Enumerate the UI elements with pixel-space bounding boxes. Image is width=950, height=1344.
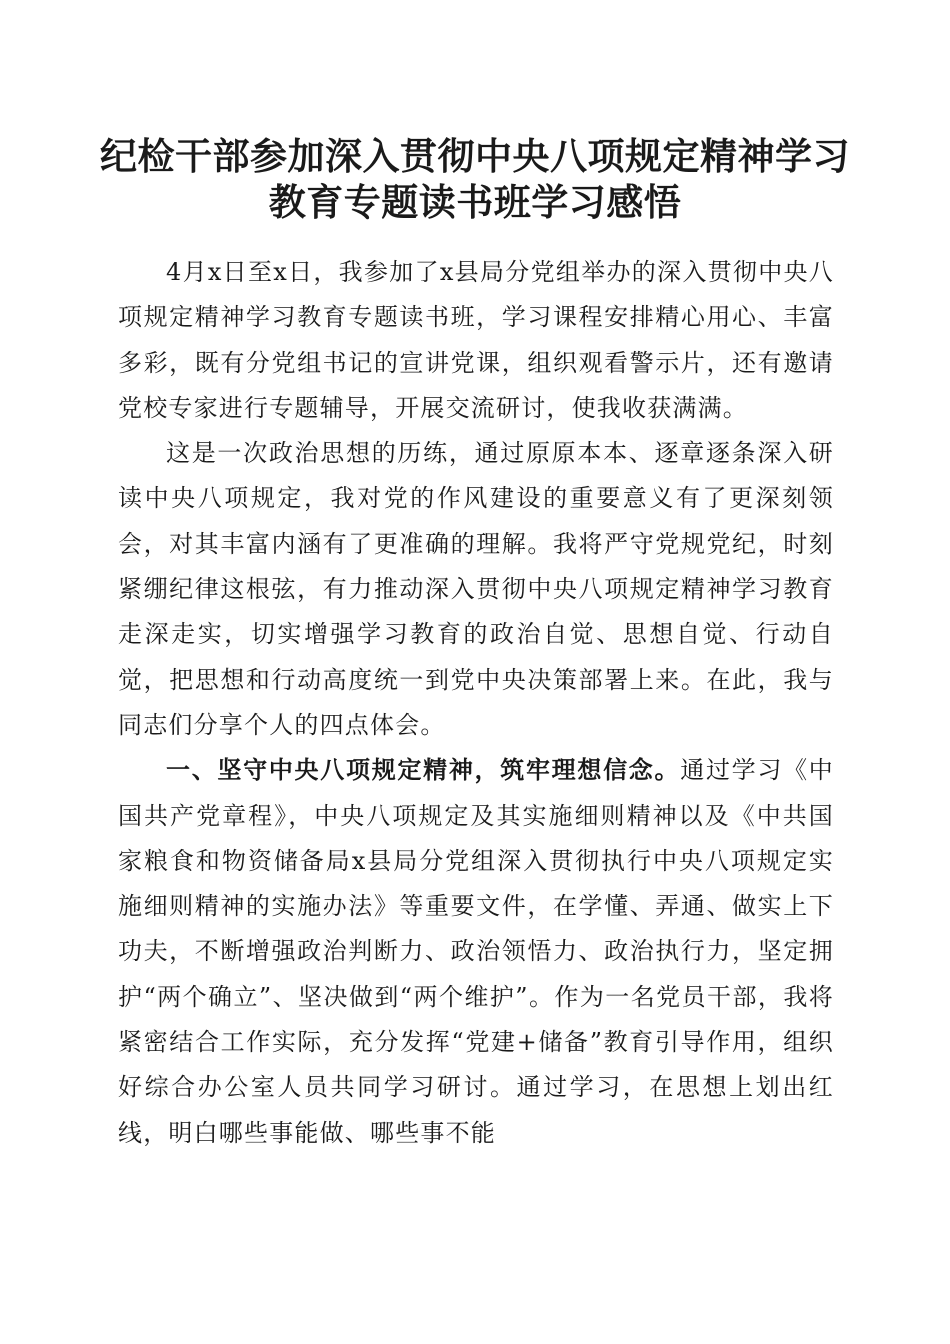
document-title-line-1: 纪检干部参加深入贯彻中央八项规定精神学习 — [100, 134, 850, 178]
paragraph-text: 这是一次政治思想的历练，通过原原本本、逐章逐条深入研读中央八项规定，我对党的作风建设的重要意义有了更深刻领会，对其丰富内涵有了更准确的理解。我将严守党规党纪，时刻紧绷纪律这根弦，有力推动深入贯彻中央八项规定精神学习教育走深走实，切实增强学习教育的政治自觉、思想自觉、行动自觉，把思想和行动高度统一到党中央决策部署上来。在此，我与同志们分享个人的四点体会。 — [118, 439, 834, 739]
paragraph-intro — [118, 250, 834, 431]
paragraph-text: 4月x日至x日，我参加了x县局分党组举办的深入贯彻中央八项规定精神学习教育专题读书班，学习课程安排精心用心、丰富多彩，既有分党组书记的宣讲党课，组织观看警示片，还有邀请党校专家进行专题辅导，开展交流研讨，使我收获满满。 — [118, 258, 834, 422]
paragraph-point-one — [118, 748, 834, 1156]
paragraph-text: 通过学习《中国共产党章程》，中央八项规定及其实施细则精神以及《中共国家粮食和物资储备局x县局分党组深入贯彻执行中央八项规定实施细则精神的实施办法》等重要文件，在学懂、弄通、做实上下功夫，不断增强政治判断力、政治领悟力、政治执行力，坚定拥护“两个确立”、坚决做到“两个维护”。作为一名党员干部，我将紧密结合工作实际，充分发挥“党建+储备”教育引导作用，组织好综合办公室人员共同学习研讨。通过学习，在思想上划出红线，明白哪些事能做、哪些事不能 — [118, 756, 835, 1147]
document-title-line-2: 教育专题读书班学习感悟 — [268, 180, 682, 224]
paragraph-reflection — [118, 431, 834, 748]
document-body — [118, 250, 834, 1156]
paragraph-heading: 一、坚守中央八项规定精神，筑牢理想信念。 — [166, 756, 681, 785]
